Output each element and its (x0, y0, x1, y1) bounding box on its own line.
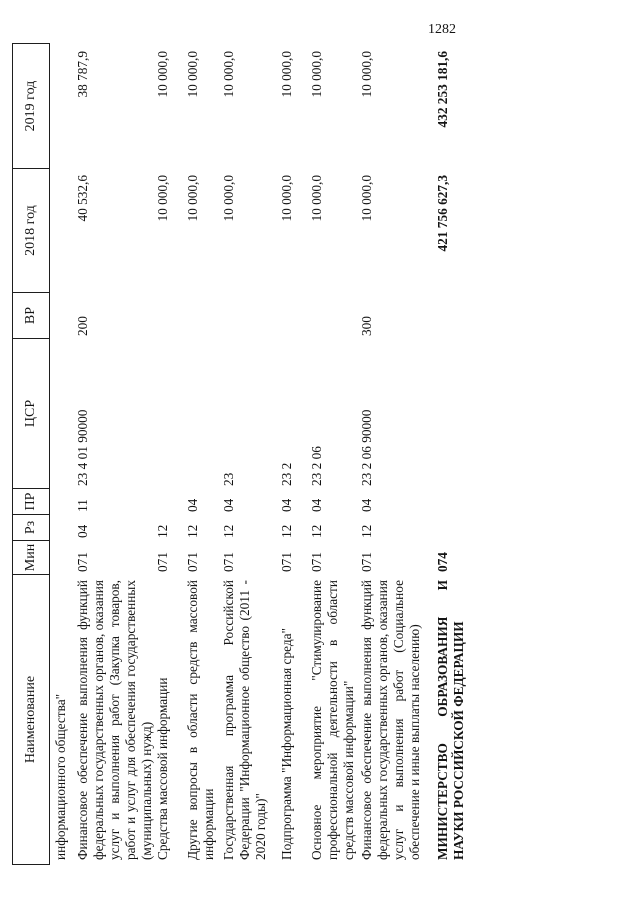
row-name-cell (356, 575, 432, 865)
budget-table (12, 45, 470, 865)
row-name-cell (432, 575, 470, 865)
table-row (276, 45, 306, 865)
row-vr-cell (356, 293, 432, 339)
row-name-cell-text: Другие вопросы в области средств массовой информации (185, 580, 216, 860)
row-2019-cell (306, 45, 356, 169)
row-rz-cell-text: 12 (279, 524, 294, 538)
row-2018-cell-text: 10 000,0 (185, 175, 200, 222)
table-row (432, 45, 470, 865)
row-2019-cell (72, 45, 152, 169)
table-row (72, 45, 152, 865)
row-min-cell-text: 071 (279, 552, 294, 572)
row-rz-cell-text: 12 (309, 524, 324, 538)
table-header-row (12, 43, 50, 865)
row-min-cell (306, 541, 356, 575)
row-pr-cell (276, 489, 306, 515)
row-min-cell (218, 541, 276, 575)
row-rz-cell (152, 515, 182, 541)
row-2018-cell-text: 10 000,0 (359, 175, 374, 222)
row-2018-cell-text: 10 000,0 (221, 175, 236, 222)
row-vr-cell (182, 293, 218, 339)
row-pr-cell (50, 489, 72, 515)
row-min-cell-text: 071 (221, 552, 236, 572)
header-rz: Рз (13, 514, 49, 540)
row-2018-cell (182, 169, 218, 293)
row-2018-cell (50, 169, 72, 293)
row-2018-cell (72, 169, 152, 293)
row-name-cell-text: Средства массовой информации (155, 677, 170, 860)
row-csr-cell (218, 339, 276, 489)
header-csr: ЦСР (13, 338, 49, 488)
header-2018: 2018 год (13, 168, 49, 292)
row-name-cell-text: Основное мероприятие "Стимулирование профессиональной деятельности в области средств массовой информации" (309, 580, 356, 860)
row-2019-cell-text: 10 000,0 (309, 51, 324, 98)
row-name-cell-text: Финансовое обеспечение выполнения функций федеральных государственных органов, оказания услуг и выполнения работ (Закупка товаров, работ и услуг для обеспечения государственных (муниципальных) нужд) (75, 580, 154, 860)
row-pr-cell (152, 489, 182, 515)
row-pr-cell-text: 11 (75, 499, 90, 512)
page-number: 1282 (428, 22, 456, 37)
row-rz-cell-text: 12 (359, 524, 374, 538)
header-pr: ПР (13, 488, 49, 514)
row-rz-cell-text: 04 (75, 524, 90, 538)
table-body (12, 45, 470, 865)
row-vr-cell (72, 293, 152, 339)
row-2019-cell-text: 10 000,0 (185, 51, 200, 98)
row-vr-cell (50, 293, 72, 339)
row-csr-cell (72, 339, 152, 489)
row-name-cell-text: Подпрограмма "Информационная среда" (279, 628, 294, 860)
row-2019-cell (356, 45, 432, 169)
row-2019-cell-text: 10 000,0 (359, 51, 374, 98)
row-min-cell (182, 541, 218, 575)
row-2019-cell-text: 10 000,0 (221, 51, 236, 98)
table-row (50, 45, 72, 865)
row-min-cell (72, 541, 152, 575)
row-name-cell-text: информационного общества" (53, 693, 68, 860)
row-2019-cell (50, 45, 72, 169)
row-rz-cell-text: 12 (155, 524, 170, 538)
row-2018-cell-text: 421 756 627,3 (435, 175, 450, 252)
row-csr-cell-text: 23 2 (279, 462, 294, 486)
row-2019-cell (276, 45, 306, 169)
row-pr-cell (432, 489, 470, 515)
row-csr-cell-text: 23 2 06 90000 (359, 409, 374, 486)
row-rz-cell (218, 515, 276, 541)
row-csr-cell (152, 339, 182, 489)
row-pr-cell (72, 489, 152, 515)
row-2018-cell (356, 169, 432, 293)
row-name-cell (72, 575, 152, 865)
row-pr-cell (306, 489, 356, 515)
row-pr-cell (182, 489, 218, 515)
row-csr-cell-text: 23 4 01 90000 (75, 409, 90, 486)
row-2018-cell (218, 169, 276, 293)
header-min: Мин (13, 540, 49, 574)
row-2018-cell-text: 10 000,0 (309, 175, 324, 222)
row-csr-cell (356, 339, 432, 489)
row-rz-cell (276, 515, 306, 541)
table-row (218, 45, 276, 865)
row-2019-cell-text: 38 787,9 (75, 51, 90, 98)
row-pr-cell (218, 489, 276, 515)
row-rz-cell (356, 515, 432, 541)
row-csr-cell (276, 339, 306, 489)
row-2019-cell (182, 45, 218, 169)
row-2019-cell (152, 45, 182, 169)
row-name-cell (152, 575, 182, 865)
row-min-cell (276, 541, 306, 575)
row-min-cell-text: 074 (435, 552, 450, 572)
row-min-cell (432, 541, 470, 575)
row-vr-cell-text: 300 (359, 316, 374, 336)
row-name-cell (50, 575, 72, 865)
row-min-cell (50, 541, 72, 575)
row-rz-cell (182, 515, 218, 541)
row-min-cell-text: 071 (185, 552, 200, 572)
row-rz-cell (432, 515, 470, 541)
row-name-cell (276, 575, 306, 865)
row-min-cell-text: 071 (309, 552, 324, 572)
row-rz-cell (50, 515, 72, 541)
row-2018-cell-text: 10 000,0 (279, 175, 294, 222)
row-vr-cell (276, 293, 306, 339)
row-pr-cell-text: 04 (309, 498, 324, 512)
row-pr-cell-text: 04 (359, 498, 374, 512)
row-2018-cell-text: 10 000,0 (155, 175, 170, 222)
row-csr-cell (182, 339, 218, 489)
row-2018-cell (432, 169, 470, 293)
row-name-cell (182, 575, 218, 865)
row-min-cell-text: 071 (155, 552, 170, 572)
table-row (182, 45, 218, 865)
row-min-cell (356, 541, 432, 575)
row-vr-cell (152, 293, 182, 339)
row-2019-cell-text: 432 253 181,6 (435, 51, 450, 128)
row-min-cell-text: 071 (359, 552, 374, 572)
header-2019: 2019 год (23, 80, 38, 132)
row-2019-cell-text: 10 000,0 (155, 51, 170, 98)
row-min-cell (152, 541, 182, 575)
row-2018-cell-text: 40 532,6 (75, 175, 90, 222)
header-vr: ВР (13, 292, 49, 338)
row-rz-cell (72, 515, 152, 541)
row-name-cell-text: МИНИСТЕРСТВО ОБРАЗОВАНИЯ И НАУКИ РОССИЙСКОЙ ФЕДЕРАЦИИ (435, 580, 466, 860)
row-2019-cell (432, 45, 470, 169)
row-csr-cell (306, 339, 356, 489)
row-pr-cell-text: 04 (185, 498, 200, 512)
row-2018-cell (276, 169, 306, 293)
row-min-cell-text: 071 (75, 552, 90, 572)
row-vr-cell-text: 200 (75, 316, 90, 336)
row-rz-cell-text: 12 (185, 524, 200, 538)
row-name-cell (306, 575, 356, 865)
header-name: Наименование (13, 574, 49, 864)
row-name-cell-text: Государственная программа Российской Федерации "Информационное общество (2011 - 2020 годы)" (221, 580, 268, 860)
row-pr-cell-text: 04 (279, 498, 294, 512)
row-name-cell (218, 575, 276, 865)
table-row (356, 45, 432, 865)
row-pr-cell-text: 04 (221, 498, 236, 512)
row-2019-cell (218, 45, 276, 169)
row-2018-cell (306, 169, 356, 293)
row-csr-cell (432, 339, 470, 489)
row-vr-cell (432, 293, 470, 339)
row-csr-cell-text: 23 (221, 472, 236, 486)
table-row (152, 45, 182, 865)
row-vr-cell (306, 293, 356, 339)
row-2019-cell-text: 10 000,0 (279, 51, 294, 98)
row-2018-cell (152, 169, 182, 293)
row-csr-cell (50, 339, 72, 489)
row-csr-cell-text: 23 2 06 (309, 446, 324, 486)
row-name-cell-text: Финансовое обеспечение выполнения функций федеральных государственных органов, оказания услуг и выполнения работ (Социальное обеспечение и иные выплаты населению) (359, 580, 422, 860)
row-vr-cell (218, 293, 276, 339)
row-pr-cell (356, 489, 432, 515)
row-rz-cell-text: 12 (221, 524, 236, 538)
row-rz-cell (306, 515, 356, 541)
table-row (306, 45, 356, 865)
